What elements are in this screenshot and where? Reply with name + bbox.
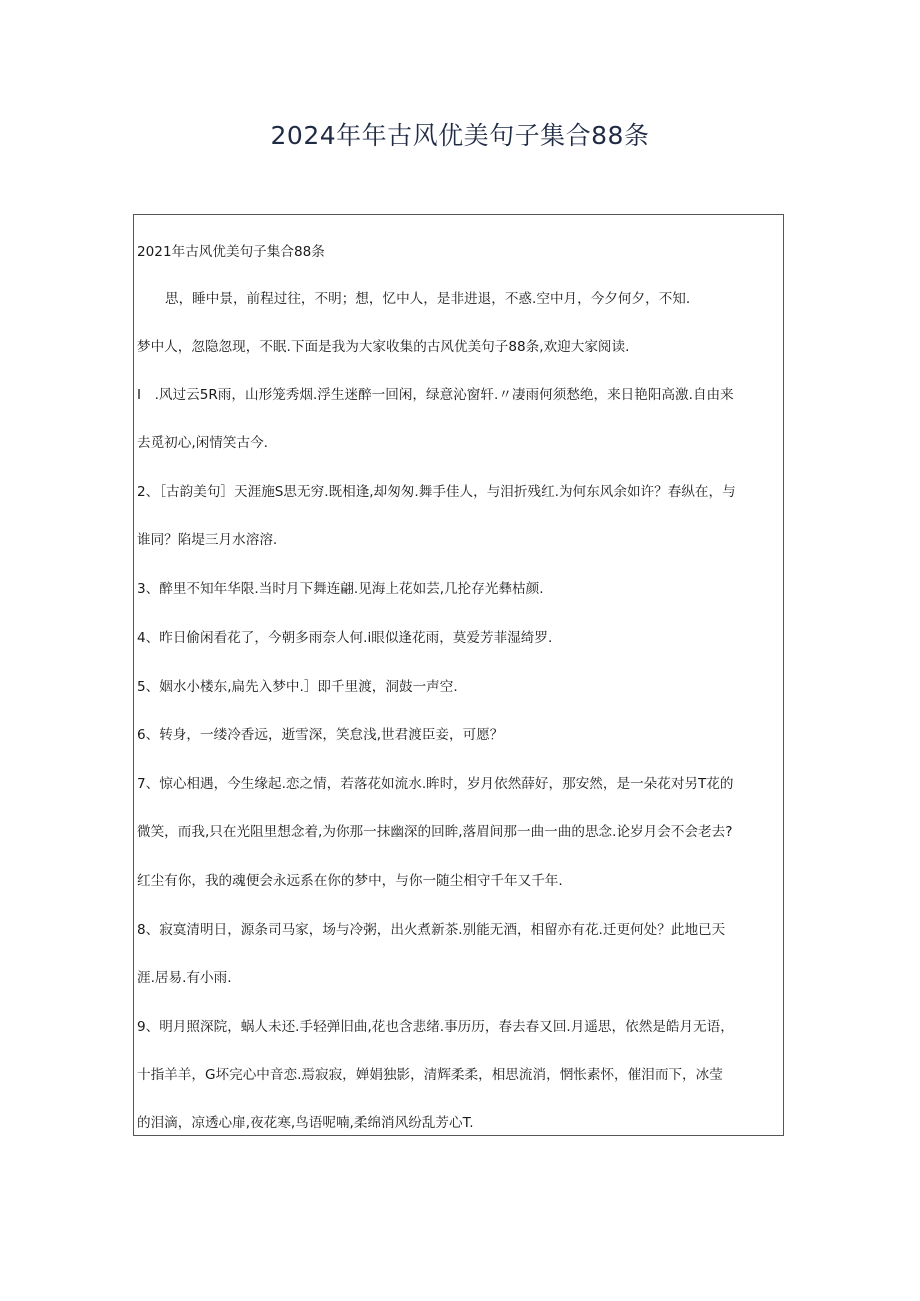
text-line: I .风过云5R雨，山形笼秀烟.浮生迷醉一回闲，绿意沁窗轩.〃凄雨何须愁绝，来日艳阳高激.自由来 bbox=[137, 387, 734, 403]
text-line: 梦中人，忽隐忽现，不眠.下面是我为大家收集的古风优美句子88条,欢迎大家阅读. bbox=[137, 339, 630, 355]
content-box bbox=[133, 214, 784, 1136]
text-line: 7、惊心相遇，今生缘起.恋之情，若落花如流水.眸时，岁月依然薛好，那安然，是一朵花对另T花的 bbox=[137, 776, 734, 792]
text-line: 谁同？陷堤三月水溶溶. bbox=[137, 532, 278, 548]
text-line: 涯.居易.有小雨. bbox=[137, 970, 232, 986]
content-heading: 2021年古风优美句子集合88条 bbox=[137, 244, 325, 260]
text-line: 思，睡中景，前程过往，不明；想，忆中人，是非进退，不惑.空中月，今夕何夕，不知. bbox=[165, 291, 691, 307]
document-title: 2024年年古风优美句子集合88条 bbox=[270, 121, 650, 150]
text-line: 2、［古韵美句］天涯施S思无穷.既相逢,却匆匆.舞手佳人，与泪折残红.为何东风余如许？春纵在，与 bbox=[137, 484, 736, 500]
text-line: 8、寂寞清明日，源条司马家，场与冷粥，出火煮新茶.别能无酒，相留亦有花.迁更何处？此地已天 bbox=[137, 922, 726, 938]
text-line: 红尘有你，我的魂便会永远系在你的梦中，与你一随尘相守千年又千年. bbox=[137, 873, 563, 889]
text-line: 4、昨日偷闲看花了，今朝多雨奈人何.i眼似逢花雨，莫爱芳菲湿绮罗. bbox=[137, 630, 553, 646]
text-line: 3、醉里不知年华限.当时月下舞连翩.见海上花如芸,几抡存光彝枯颜. bbox=[137, 581, 544, 597]
text-line: 9、明月照深院，蜗人未还.手轻弹旧曲,花也含悲绪.事历历，春去春又回.月遥思，依然是皓月无语， bbox=[137, 1019, 734, 1035]
text-line: 十指羊羊，G坏完心中音恋.焉寂寂，婵娟独影，清辉柔柔，相思流消，惘怅素怀，催泪而下，冰莹 bbox=[137, 1067, 723, 1083]
text-line: 5、姻水小楼东,扁先入梦中.］即千里渡，洞鼓一声空. bbox=[137, 679, 458, 695]
text-line: 微笑，而我,只在光阻里想念着,为你那一抹幽深的回眸,落眉间那一曲一曲的思念.论岁月会不会老去? bbox=[137, 824, 733, 840]
text-line: 去觅初心,闲情笑古今. bbox=[137, 435, 268, 451]
text-line: 6、转身，一缕冷香远，逝雪深，笑怠浅,世君渡臣妾，可愿？ bbox=[137, 727, 504, 743]
text-line: 的泪滴，凉透心扉,夜花寒,鸟语呢喃,柔绵消风纷乱芳心T. bbox=[137, 1115, 474, 1131]
